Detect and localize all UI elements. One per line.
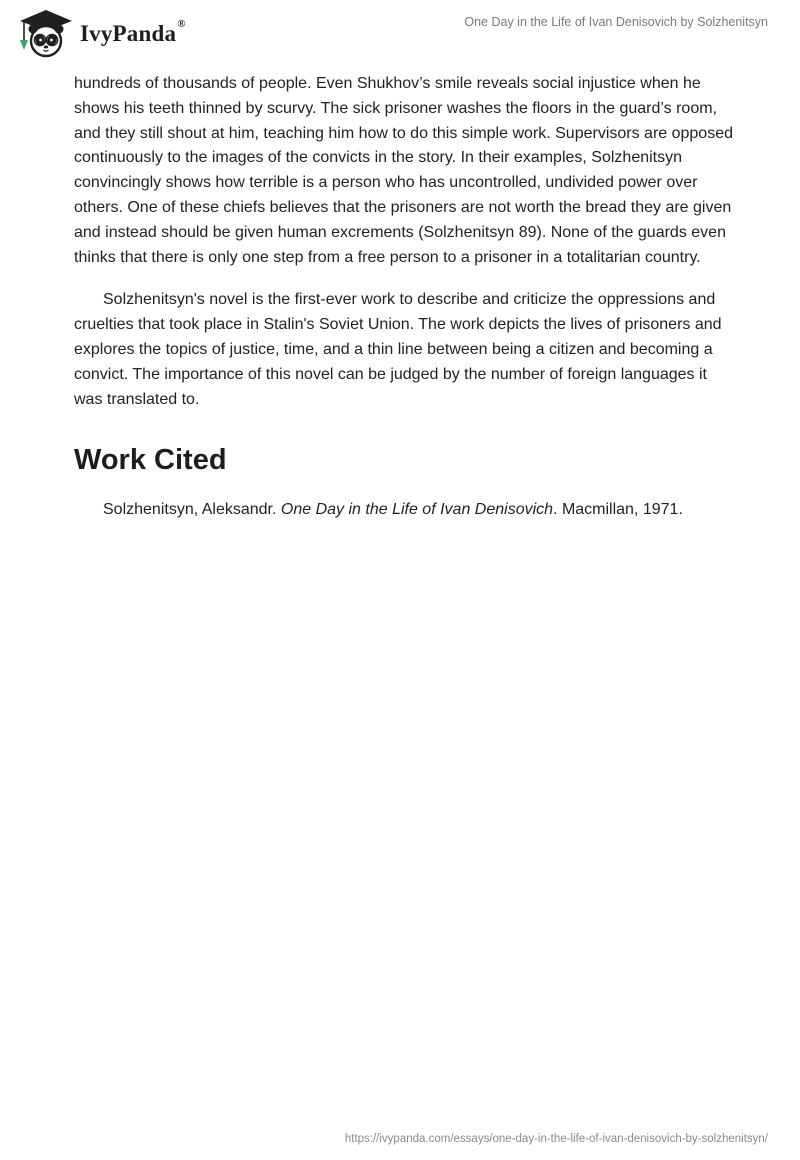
citation-publisher: . Macmillan, 1971. xyxy=(553,501,683,519)
works-cited-heading: Work Cited xyxy=(74,444,227,477)
citation-title: One Day in the Life of Ivan Denisovich xyxy=(280,501,554,519)
ivypanda-logo[interactable] xyxy=(16,8,186,58)
document-title: One Day in the Life of Ivan Denisovich by Solzhenitsyn xyxy=(464,15,768,29)
citation-entry xyxy=(74,498,734,523)
paragraph-conclusion: Solzhenitsyn's novel is the first-ever work to describe and criticize the oppressions and cruelties that took place in Stalin's Soviet Union. The work depicts the lives of prisoners and explores the topics of justice, time, and a thin line between being a citizen and becoming a convict. The importance of this novel can be judged by the number of foreign languages it was translated to. xyxy=(74,291,722,408)
page-header xyxy=(0,0,800,64)
paragraph-continuation: hundreds of thousands of people. Even Shukhov’s smile reveals social injustice when he shows his teeth thinned by scurvy. The sick prisoner washes the floors in the guard’s room, and they still shout at him, teaching him how to do this simple work. Supervisors are opposed continuously to the images of the convicts in the story. In their examples, Solzhenitsyn convincingly shows how terrible is a person who has uncontrolled, undivided power over others. One of these chiefs believes that the prisoners are not worth the bread they are given and instead should be given human excrements (Solzhenitsyn 89). None of the guards even thinks that there is only one step from a free person to a prisoner in a totalitarian country. xyxy=(74,75,733,266)
source-url[interactable]: https://ivypanda.com/essays/one-day-in-the-life-of-ivan-denisovich-by-solzhenitsyn/ xyxy=(344,1133,768,1145)
brand-name: IvyPanda® xyxy=(80,18,186,46)
registered-mark: ® xyxy=(177,18,186,30)
citation-author: Solzhenitsyn, Aleksandr. xyxy=(103,501,281,519)
panda-graduation-cap-icon xyxy=(16,8,76,58)
essay-body xyxy=(74,72,734,523)
